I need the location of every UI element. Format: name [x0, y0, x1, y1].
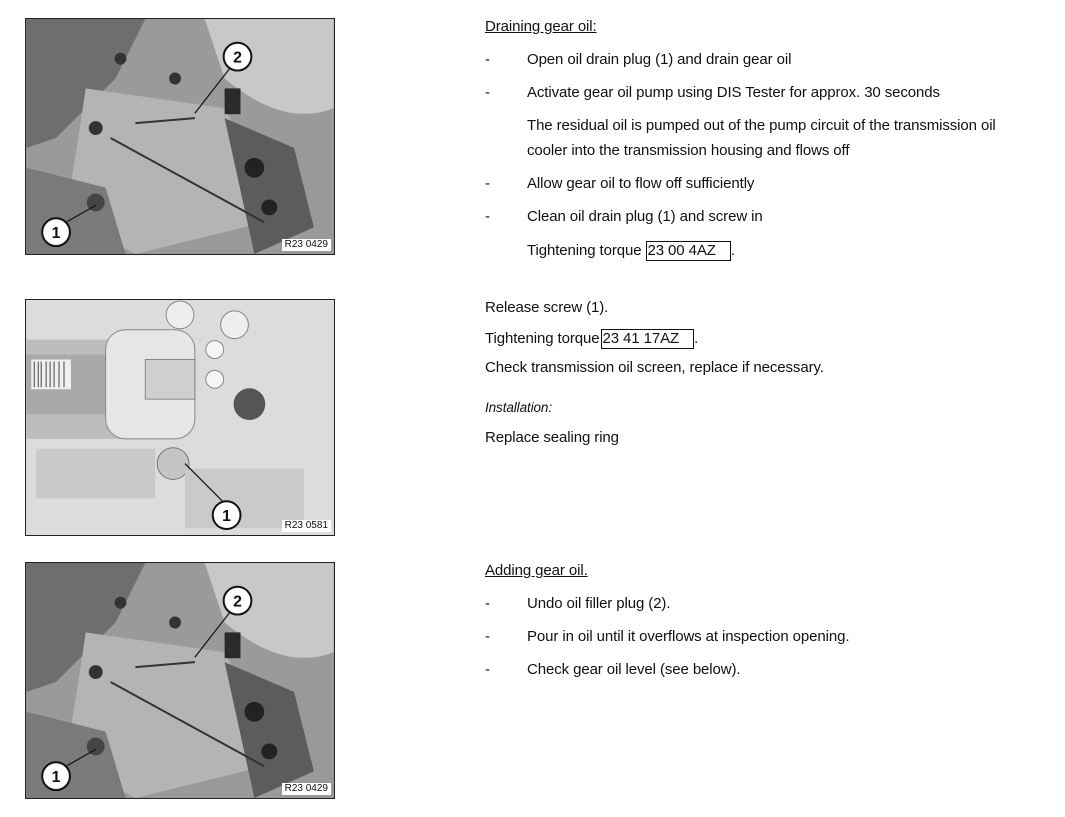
torque-spec-link[interactable]: 23 00 4AZ: [646, 241, 731, 261]
bullet-dash: -: [485, 51, 490, 68]
torque-end: .: [730, 242, 735, 259]
torque-label: Tightening torque: [527, 242, 642, 259]
bullet-dash: -: [485, 628, 490, 645]
figure-id: R23 0429: [282, 783, 331, 795]
figure-oil-screen-photo: [25, 299, 335, 536]
check-screen-line: Check transmission oil screen, replace if necessary.: [485, 359, 824, 376]
release-line: Release screw (1).: [485, 299, 609, 316]
bullet-dash: -: [485, 175, 490, 192]
figure-id: R23 0429: [282, 239, 331, 251]
draining-step-3: Allow gear oil to flow off sufficiently: [527, 175, 755, 192]
draining-torque-line: [527, 241, 735, 261]
draining-note-line-2: cooler into the transmission housing and flows off: [527, 142, 850, 159]
adding-step-2: Pour in oil until it overflows at inspection opening.: [527, 628, 850, 645]
draining-step-1: Open oil drain plug (1) and drain gear oil: [527, 51, 792, 68]
bullet-dash: -: [485, 208, 490, 225]
draining-step-2: Activate gear oil pump using DIS Tester for approx. 30 seconds: [527, 84, 940, 101]
figure-drain-plug-photo: [25, 18, 335, 255]
draining-step-4: Clean oil drain plug (1) and screw in: [527, 208, 763, 225]
adding-step-3: Check gear oil level (see below).: [527, 661, 741, 678]
transmission-illustration-repeat: [26, 563, 334, 798]
figure-filler-plug-photo: [25, 562, 335, 799]
torque-end: .: [694, 330, 699, 347]
installation-heading: Installation:: [485, 400, 552, 415]
torque-spec-link[interactable]: 23 41 17AZ: [601, 329, 695, 349]
callout-2-label: 2: [233, 593, 242, 611]
bullet-dash: -: [485, 661, 490, 678]
adding-heading: Adding gear oil.: [485, 562, 588, 579]
replace-ring-line: Replace sealing ring: [485, 429, 619, 446]
callout-1-label: 1: [51, 769, 61, 787]
figure-id: R23 0581: [282, 520, 331, 532]
draining-note-line-1: The residual oil is pumped out of the pump circuit of the transmission oil: [527, 117, 996, 134]
callout-1-label: 1: [222, 508, 232, 526]
release-torque-line: [485, 329, 698, 349]
callout-2-label: 2: [233, 49, 242, 67]
adding-step-1: Undo oil filler plug (2).: [527, 595, 671, 612]
callout-1-label: 1: [51, 225, 61, 243]
torque-label: Tightening torque: [485, 330, 600, 347]
bullet-dash: -: [485, 84, 490, 101]
draining-heading: Draining gear oil:: [485, 18, 597, 35]
bullet-dash: -: [485, 595, 490, 612]
transmission-illustration: [26, 19, 334, 254]
oil-screen-illustration: [26, 300, 334, 535]
